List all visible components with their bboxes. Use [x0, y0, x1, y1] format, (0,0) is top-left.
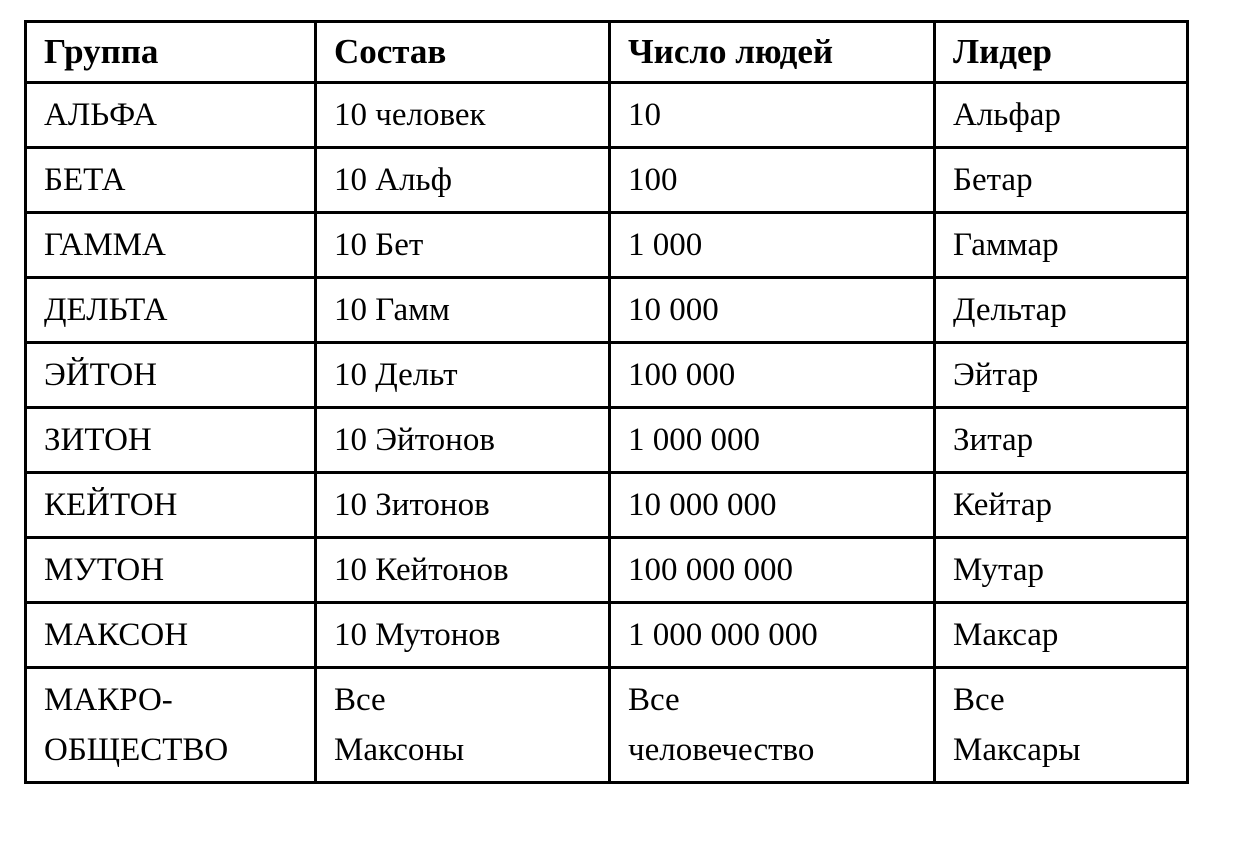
cell-people-count: 100 000 [610, 343, 935, 408]
cell-composition: 10 Мутонов [316, 603, 610, 668]
table-row [26, 278, 1188, 343]
cell-composition: 10 человек [316, 83, 610, 148]
cell-composition [316, 668, 610, 783]
table-row [26, 148, 1188, 213]
cell-group: ЭЙТОН [26, 343, 316, 408]
cell-composition: 10 Кейтонов [316, 538, 610, 603]
cell-line: Все [628, 682, 680, 718]
cell-composition: 10 Зитонов [316, 473, 610, 538]
cell-people-count: 1 000 000 [610, 408, 935, 473]
cell-people-count [610, 668, 935, 783]
table-row [26, 538, 1188, 603]
table-row-macro-society [26, 668, 1188, 783]
table-row [26, 343, 1188, 408]
header-composition: Состав [316, 22, 610, 83]
cell-composition: 10 Бет [316, 213, 610, 278]
cell-line: Все [953, 682, 1005, 718]
hierarchy-table [24, 20, 1189, 784]
table-row [26, 408, 1188, 473]
cell-leader: Зитар [935, 408, 1188, 473]
cell-leader: Максар [935, 603, 1188, 668]
cell-leader: Гаммар [935, 213, 1188, 278]
cell-line: ОБЩЕСТВО [44, 732, 229, 768]
header-group: Группа [26, 22, 316, 83]
header-people-count: Число людей [610, 22, 935, 83]
cell-composition: 10 Эйтонов [316, 408, 610, 473]
cell-line: Максоны [334, 732, 465, 768]
table-row [26, 213, 1188, 278]
cell-line: МАКРО- [44, 682, 173, 718]
cell-people-count: 10 000 000 [610, 473, 935, 538]
cell-leader: Мутар [935, 538, 1188, 603]
cell-line: Максары [953, 732, 1081, 768]
cell-people-count: 10 [610, 83, 935, 148]
cell-group: ГАММА [26, 213, 316, 278]
table-header-row [26, 22, 1188, 83]
table-row [26, 83, 1188, 148]
cell-group: АЛЬФА [26, 83, 316, 148]
cell-group [26, 668, 316, 783]
cell-people-count: 10 000 [610, 278, 935, 343]
cell-group: МУТОН [26, 538, 316, 603]
cell-people-count: 100 000 000 [610, 538, 935, 603]
cell-composition: 10 Гамм [316, 278, 610, 343]
cell-group: БЕТА [26, 148, 316, 213]
header-leader: Лидер [935, 22, 1188, 83]
cell-group: ЗИТОН [26, 408, 316, 473]
cell-people-count: 1 000 [610, 213, 935, 278]
cell-group: МАКСОН [26, 603, 316, 668]
table-row [26, 603, 1188, 668]
cell-people-count: 1 000 000 000 [610, 603, 935, 668]
cell-composition: 10 Дельт [316, 343, 610, 408]
cell-leader: Кейтар [935, 473, 1188, 538]
cell-leader: Бетар [935, 148, 1188, 213]
cell-leader: Альфар [935, 83, 1188, 148]
cell-leader [935, 668, 1188, 783]
cell-leader: Дельтар [935, 278, 1188, 343]
cell-people-count: 100 [610, 148, 935, 213]
cell-composition: 10 Альф [316, 148, 610, 213]
cell-line: Все [334, 682, 386, 718]
cell-line: человечество [628, 732, 815, 768]
cell-group: КЕЙТОН [26, 473, 316, 538]
table-row [26, 473, 1188, 538]
cell-leader: Эйтар [935, 343, 1188, 408]
cell-group: ДЕЛЬТА [26, 278, 316, 343]
